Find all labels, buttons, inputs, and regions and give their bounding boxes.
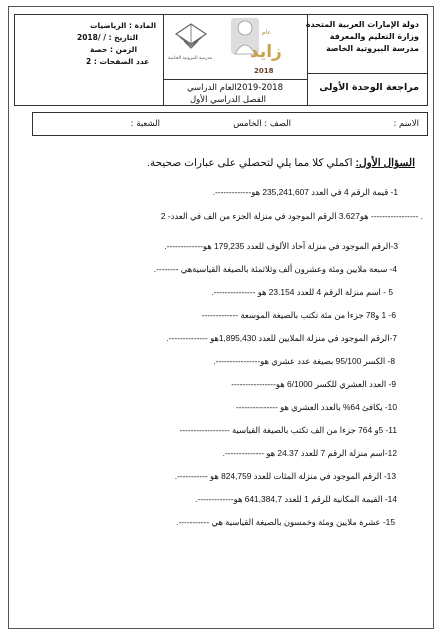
header-divider-left <box>163 15 164 105</box>
logo-caption: مدرسة البيروتية الخاصة <box>168 56 213 61</box>
school-name: مدرسة البيروتية الخاصة <box>326 44 419 53</box>
question-11: 11- 5و 764 جزءا من الف تكتب بالصيغة القياسية ------------------ <box>179 425 397 435</box>
subject-field: المادة : الرياضيات <box>90 21 157 30</box>
question-12: 12-اسم منزلة الرقم 7 للعدد 24.37 هو --------------. <box>222 448 397 458</box>
header-divider-mid-h <box>163 79 307 80</box>
zayed-year-word: عام <box>262 29 272 36</box>
question-6: 6- 1 و78 جزءا من مئة تكتب بالصيغة الموسعة ------------- <box>201 310 396 320</box>
time-field: الزمن : حصة <box>90 45 138 54</box>
header-divider-right-h <box>307 73 427 74</box>
question-8: 8- الكسر 95/100 بصيغة عدد عشري هو----------------. <box>213 356 395 366</box>
date-field: التاريخ : / /2018 <box>77 33 138 42</box>
school-emblem-icon <box>172 20 210 60</box>
question-4: 4- سبعة ملايين ومئة وعشرون ألف وثلاثمئة بالصيغة القياسيةهي --------. <box>153 264 397 274</box>
question-9: 9- العدد العشري للكسر 6/1000 هو---------------- <box>231 379 396 389</box>
question-13: 13- الرقم الموجود في منزلة المئات للعدد 824,759 هو -----------. <box>174 471 396 481</box>
section-title <box>147 157 415 169</box>
pages-field: عدد الصفحات : 2 <box>86 57 150 66</box>
question-1: 1- قيمة الرقم 4 في العدد 235,241,607 هو-------------. <box>212 187 398 197</box>
ministry-name: وزارة التعليم والمعرفة <box>329 32 419 41</box>
question-14: 14- القيمة المكانية للرقم 1 للعدد 641,384,7 هو-------------. <box>195 494 397 504</box>
question-15: 15- عشرة ملايين ومئة وخمسون بالصيغة القياسية هي -----------. <box>176 517 395 527</box>
question-10: 10- يكافئ 64% بالعدد العشري هو --------------- <box>235 402 397 412</box>
student-name-label: الاسم : <box>393 119 419 129</box>
student-section-label: الشعبة : <box>130 119 160 129</box>
question-5: 5 - اسم منزلة الرقم 4 للعدد 23.154 هو ---------------. <box>211 287 393 297</box>
student-info-box <box>32 112 428 136</box>
question-3: 3-الرقم الموجود في منزلة آحاد الألوف للعدد 179,235 هو-------------. <box>164 241 398 251</box>
unit-title: مراجعة الوحدة الأولى <box>319 82 419 93</box>
academic-year: 2019-2018العام الدراسي <box>186 83 283 93</box>
section-label: السؤال الأول: <box>355 157 415 169</box>
zayed-wordmark: زايد <box>250 42 282 62</box>
section-instruction: اكملي كلا مما يلي لتحصلي على عبارات صحيحة. <box>146 157 353 169</box>
country-name: دولة الإمارات العربية المتحدة <box>305 20 419 29</box>
zayed-year: 2018 <box>254 67 274 75</box>
term-line: الفصل الدراسي الأول <box>189 95 266 105</box>
question-7: 7-الرقم الموجود في منزلة الملايين للعدد 1,895,430هو --------------. <box>166 333 397 343</box>
student-grade-label: الصف : الخامس <box>233 119 291 129</box>
question-2: . ----------------- هو3.627 الرقم الموجود في منزلة الجزء من الف في العدد- 2 <box>160 211 423 221</box>
